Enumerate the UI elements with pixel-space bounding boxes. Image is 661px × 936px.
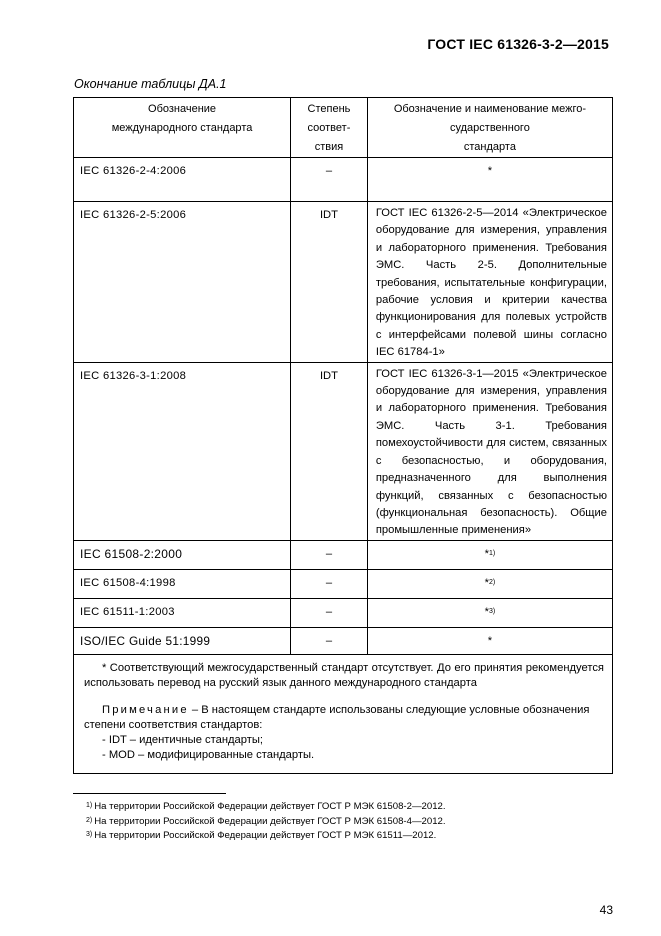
footnote-item	[86, 829, 446, 844]
cell-degree: –	[291, 627, 368, 654]
table-row	[74, 598, 613, 627]
cell-desc: *	[367, 158, 612, 202]
footnote-mark: 1)	[86, 802, 93, 809]
footnote-item	[86, 815, 446, 830]
table-row	[74, 158, 613, 202]
header-line: международного стандарта	[111, 122, 253, 134]
star-mark: *	[484, 605, 489, 618]
cell-desc	[367, 598, 612, 627]
header-line: Степень	[307, 103, 351, 115]
header-interstate-standard	[367, 98, 612, 158]
note-star-text: * Соответствующий межгосударственный стандарт отсутствует. До его принятия рекомендуется использовать перевод на русский язык данного международного стандарта	[84, 661, 604, 689]
cell-desc: *	[367, 627, 612, 654]
cell-degree: IDT	[291, 362, 368, 540]
table-row	[74, 362, 613, 540]
cell-desc: ГОСТ IEC 61326-2-5—2014 «Электрическое оборудование для измерения, управления и лабораторного применения. Требования ЭМС. Часть 2-5. Дополнительные требования, испытательные конфигурации, рабочие условия и критерии качества функционирования для полевых устройств с интерфейсами полевой шины согласно IEC 61784-1»	[367, 202, 612, 363]
document-title: ГОСТ IEC 61326-3-2—2015	[427, 36, 609, 52]
star-mark: *	[484, 576, 489, 589]
note-label: Примечание	[102, 703, 189, 716]
header-degree	[291, 98, 368, 158]
table-caption: Окончание таблицы ДА.1	[74, 77, 227, 91]
standards-table	[73, 97, 613, 774]
cell-code: IEC 61508-2:2000	[74, 540, 291, 569]
footnote-mark: 2)	[86, 816, 93, 824]
header-international-standard	[74, 98, 291, 158]
cell-code: IEC 61508-4:1998	[74, 569, 291, 598]
footnote-divider	[73, 793, 226, 794]
cell-degree: –	[291, 569, 368, 598]
cell-degree: –	[291, 540, 368, 569]
header-line: стандарта	[463, 141, 516, 153]
cell-desc: ГОСТ IEC 61326-3-1—2015 «Электрическое оборудование для измерения, управления и лабораторного применения. Требования ЭМС. Часть 3-1. Требования помехоустойчивости для систем, связанных с безопасностью, и оборудования, предназначенного для выполнения функций, связанных с безопасностью (функциональная безопасность). Общие промышленные применения»	[367, 362, 612, 540]
footnote-mark: 3)	[86, 831, 93, 838]
cell-degree: –	[291, 158, 368, 202]
cell-code: IEC 61326-3-1:2008	[74, 362, 291, 540]
cell-code: IEC 61326-2-5:2006	[74, 202, 291, 363]
table-row	[74, 202, 613, 363]
star-mark: *	[484, 547, 489, 560]
cell-code: IEC 61511-1:2003	[74, 598, 291, 627]
footnote-text: На территории Российской Федерации действует ГОСТ Р МЭК 61508-4—2012.	[94, 815, 446, 827]
note-text: – В настоящем стандарте использованы следующие условные обозначения степени соответствия стандартов:	[84, 703, 590, 731]
header-line: соответ-	[307, 122, 351, 134]
footnote-text: На территории Российской Федерации действует ГОСТ Р МЭК 61511—2012.	[94, 830, 437, 841]
table-header-row	[74, 98, 613, 158]
table-row	[74, 569, 613, 598]
cell-code: IEC 61326-2-4:2006	[74, 158, 291, 202]
footnote-ref: 3)	[488, 607, 496, 615]
table-row	[74, 627, 613, 654]
cell-degree: IDT	[291, 202, 368, 363]
footnote-text: На территории Российской Федерации действует ГОСТ Р МЭК 61508-2—2012.	[94, 801, 446, 812]
header-line: сударственного	[450, 122, 530, 134]
table-row	[74, 540, 613, 569]
note-paragraph	[84, 703, 604, 733]
header-line: Обозначение и наименование межго-	[393, 103, 587, 115]
note-mod: - MOD – модифицированные стандарты.	[102, 748, 315, 761]
footnote-ref: 1)	[488, 549, 496, 557]
table-note-row	[74, 654, 613, 773]
footnote-item	[86, 800, 446, 815]
cell-code: ISO/IEC Guide 51:1999	[74, 627, 291, 654]
footnote-ref: 2)	[488, 578, 496, 586]
table-note	[74, 654, 613, 773]
header-line: Обозначение	[148, 103, 217, 115]
cell-desc	[367, 540, 612, 569]
cell-degree: –	[291, 598, 368, 627]
page-number: 43	[599, 903, 613, 917]
note-idt: - IDT – идентичные стандарты;	[102, 733, 264, 746]
cell-desc	[367, 569, 612, 598]
header-line: ствия	[314, 141, 344, 153]
footnotes	[86, 800, 446, 844]
